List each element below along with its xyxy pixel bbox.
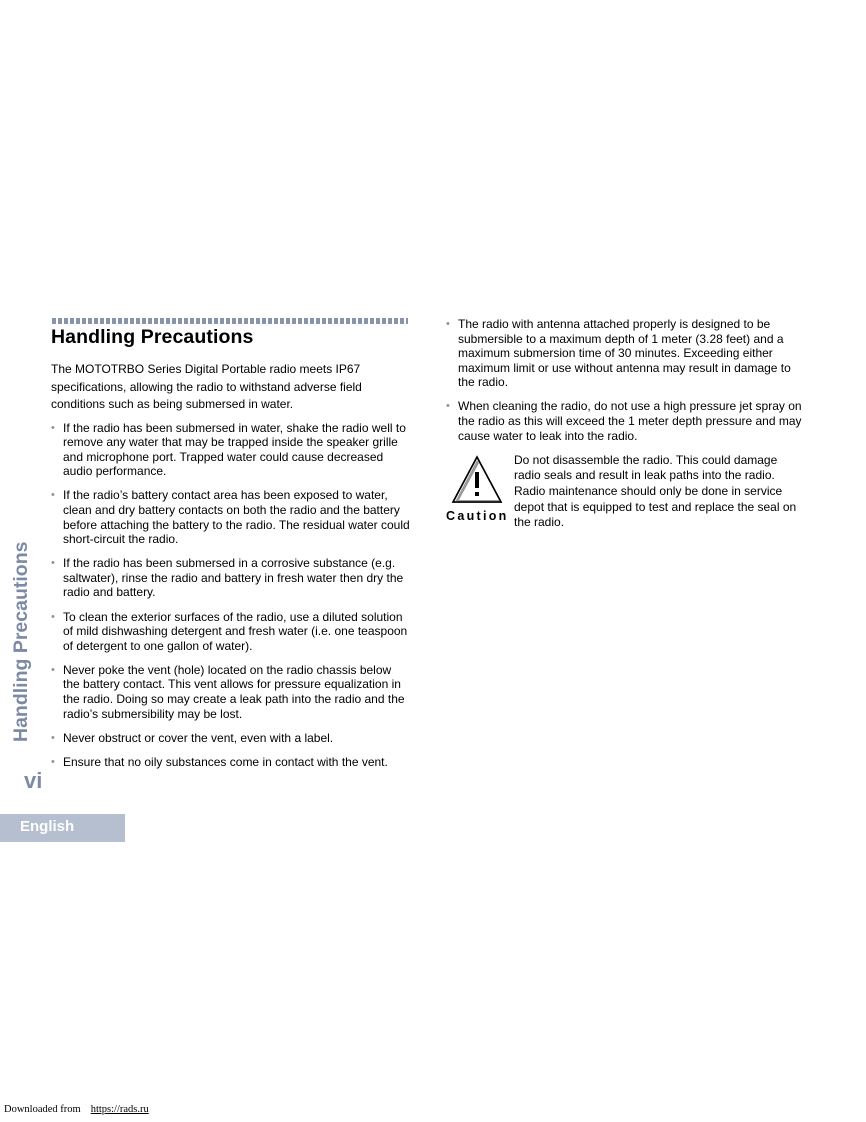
right-bullet-list	[446, 317, 806, 443]
bullet-icon: •	[446, 318, 450, 330]
list-item-text: Never obstruct or cover the vent, even with a label.	[63, 730, 334, 745]
list-item	[51, 663, 411, 721]
bullet-icon: •	[51, 489, 55, 502]
download-footer	[4, 1104, 176, 1115]
list-item	[51, 421, 411, 479]
list-item-text: To clean the exterior surfaces of the radio, use a diluted solution of mild dishwashing detergent and fresh water (i.e. one teaspoon of detergent to one gallon of water).	[63, 609, 408, 653]
caution-label: Caution	[446, 508, 509, 523]
list-item	[446, 317, 806, 390]
intro-paragraph: The MOTOTRBO Series Digital Portable radio meets IP67 specifications, allowing the radio to withstand adverse field conditions such as being submersed in water.	[51, 362, 362, 411]
footer-link[interactable]: https://rads.ru	[90, 1104, 149, 1115]
bullet-icon: •	[446, 400, 450, 413]
bullet-icon: •	[51, 731, 55, 744]
list-item	[51, 731, 411, 746]
right-column	[446, 317, 806, 533]
bullet-icon: •	[51, 663, 55, 676]
list-item	[446, 399, 806, 443]
bullet-icon: •	[51, 610, 55, 623]
side-tab-label: Handling Precautions	[10, 541, 32, 742]
language-label: English	[20, 818, 75, 835]
page-title: Handling Precautions	[51, 326, 254, 348]
list-item-text: If the radio’s battery contact area has been exposed to water, clean and dry battery contacts on both the radio and the battery before attaching the battery to the radio. The residual water could short-circuit the radio.	[63, 488, 410, 547]
left-column	[51, 361, 411, 779]
left-bullet-list	[51, 421, 411, 770]
bullet-icon: •	[51, 755, 55, 768]
list-item	[51, 556, 411, 600]
section-side-tab	[7, 536, 33, 742]
list-item-text: The radio with antenna attached properly is designed to be submersible to a maximum depth of 1 meter (3.28 feet) and a maximum submersion time of 30 minutes. Exceeding either maximum limit or use without antenna may result in damage to the radio.	[458, 317, 791, 390]
language-tab	[0, 814, 125, 842]
list-item	[51, 488, 411, 546]
list-item-text: Ensure that no oily substances come in contact with the vent.	[63, 754, 388, 769]
bullet-icon: •	[51, 557, 55, 570]
list-item-text: Never poke the vent (hole) located on the radio chassis below the battery contact. This vent allows for pressure equalization in the radio. Doing so may create a leak path into the radio and the radio’s submersibility may be lost.	[63, 662, 405, 721]
warning-triangle-icon	[448, 455, 504, 505]
section-divider	[52, 318, 408, 324]
caution-notice	[446, 453, 806, 533]
page-number: vi	[24, 768, 43, 793]
caution-text: Do not disassemble the radio. This could damage radio seals and result in leak paths into the radio. Radio maintenance should only be done in service depot that is equipped to test and replace the seal on the radio.	[514, 452, 797, 530]
list-item-text: If the radio has been submersed in water, shake the radio well to remove any water that may be trapped inside the speaker grille and microphone port. Trapped water could cause decreased audio performance.	[63, 420, 406, 479]
list-item-text: If the radio has been submersed in a corrosive substance (e.g. saltwater), rinse the radio and battery in fresh water then dry the radio and battery.	[63, 556, 404, 600]
footer-prefix: Downloaded from	[4, 1104, 81, 1115]
list-item	[51, 755, 411, 770]
list-item-text: When cleaning the radio, do not use a high pressure jet spray on the radio as this will exceed the 1 meter depth pressure and may cause water to leak into the radio.	[458, 399, 802, 443]
bullet-icon: •	[51, 421, 55, 434]
list-item	[51, 610, 411, 654]
